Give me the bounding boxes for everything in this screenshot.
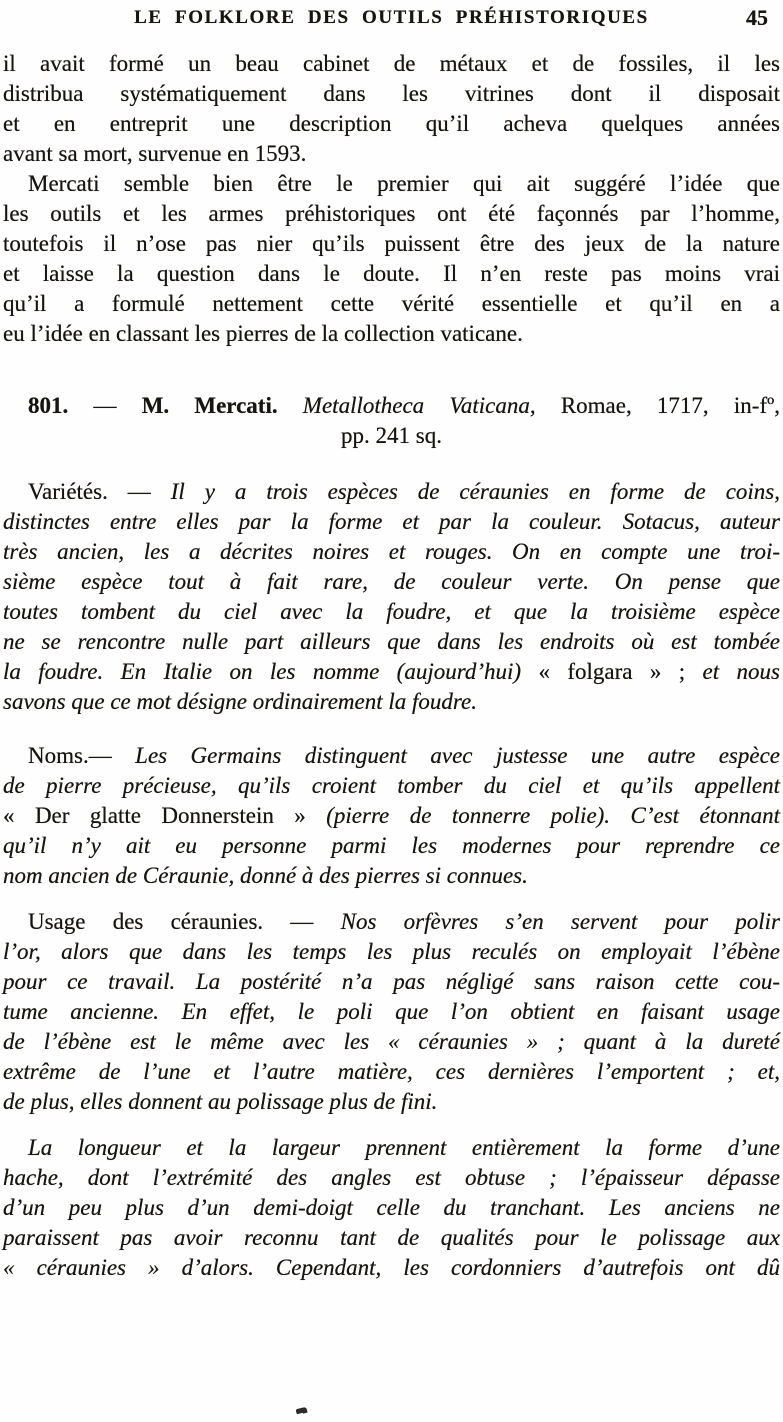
text-segment-italic: ne se rencontre nulle part ailleurs que dans les endroits où est tombée — [3, 629, 780, 654]
text-segment-italic: tume ancienne. En effet, le poli que l’on obtient en faisant usage — [3, 999, 780, 1024]
text-line — [3, 1133, 780, 1163]
text-segment-italic: qu’il n’y ait eu personne parmi les modernes pour reprendre ce — [3, 833, 780, 858]
text-line — [3, 319, 780, 349]
text-segment-roman: pp. 241 sq. — [341, 423, 442, 448]
text-segment-italic: Metallotheca Vaticana, — [277, 393, 536, 418]
text-line — [3, 229, 780, 259]
text-segment-roman: « Der glatte Donnerstein » — [3, 803, 327, 828]
text-line — [3, 49, 780, 79]
text-line — [3, 771, 780, 801]
text-segment-italic: « céraunies » d’alors. Cependant, les cordonniers d’autrefois ont dû — [3, 1255, 780, 1280]
text-segment-roman: Romae, 1717, in-fº, — [535, 393, 780, 418]
text-line — [3, 741, 780, 771]
header-title: LE FOLKLORE DES OUTILS PRÉHISTORIQUES — [134, 7, 649, 28]
scan-artifact-mark — [296, 1407, 308, 1415]
text-segment-italic: toutes tombent du ciel avec la foudre, et que la troisième espèce — [3, 599, 780, 624]
text-segment-italic: savons que ce mot désigne ordinairement la foudre. — [3, 689, 477, 714]
paragraph-noms — [3, 741, 780, 891]
text-segment-roman: et laisse la question dans le doute. Il n’en reste pas moins vrai — [3, 261, 780, 286]
text-segment-roman: Variétés. — — [28, 479, 171, 504]
text-segment-italic: extrême de l’une et l’autre matière, ces dernières l’emportent ; et, — [3, 1059, 780, 1084]
text-line — [3, 259, 780, 289]
text-line — [3, 1193, 780, 1223]
text-segment-italic: très ancien, les a décrites noires et rouges. On en compte une troi- — [3, 539, 780, 564]
text-line — [3, 907, 780, 937]
paragraph-usage — [3, 907, 780, 1117]
text-line — [3, 687, 780, 717]
text-segment-roman: Mercati semble bien être le premier qui ait suggéré l’idée que — [28, 171, 780, 196]
text-line — [3, 507, 780, 537]
text-line — [3, 1057, 780, 1087]
text-line — [3, 657, 780, 687]
text-line — [3, 477, 780, 507]
text-segment-italic: la foudre. En Italie on les nomme (aujourd’hui) — [3, 659, 539, 684]
text-segment-italic: sième espèce tout à fait rare, de couleur verte. On pense que — [3, 569, 780, 594]
text-segment-roman: les outils et les armes préhistoriques ont été façonnés par l’homme, — [3, 201, 780, 226]
text-line — [3, 169, 780, 199]
text-segment-italic: (pierre de tonnerre polie). C’est étonnant — [326, 803, 780, 828]
text-line — [3, 627, 780, 657]
text-segment-roman: eu l’idée en classant les pierres de la collection vaticane. — [3, 321, 523, 346]
text-line — [3, 831, 780, 861]
running-header — [0, 0, 783, 37]
text-segment-roman: qu’il a formulé nettement cette vérité essentielle et qu’il en a — [3, 291, 780, 316]
text-segment-italic: de l’ébène est le même avec les « céraunies » ; quant à la dureté — [3, 1029, 780, 1054]
text-segment-italic: hache, dont l’extrémité des angles est obtuse ; l’épaisseur dépasse — [3, 1165, 780, 1190]
text-line — [3, 1163, 780, 1193]
text-segment-bold: M. Mercati. — [141, 393, 278, 418]
text-segment-italic: de plus, elles donnent au polissage plus de fini. — [3, 1089, 438, 1114]
text-segment-roman: Usage des céraunies. — — [28, 909, 341, 934]
text-line — [3, 597, 780, 627]
text-segment-bold: 801. — [28, 393, 69, 418]
text-segment-roman: avant sa mort, survenue en 1593. — [3, 141, 307, 166]
text-segment-roman: — — [68, 393, 142, 418]
paragraph-longueur — [3, 1133, 780, 1283]
text-line — [3, 1027, 780, 1057]
text-line — [3, 289, 780, 319]
text-line — [3, 139, 780, 169]
text-segment-italic: nom ancien de Céraunie, donné à des pierres si connues. — [3, 863, 528, 888]
text-line — [3, 861, 780, 891]
text-line — [3, 79, 780, 109]
paragraph-mercati — [3, 169, 780, 349]
paragraph-varietes — [3, 477, 780, 717]
text-segment-roman: distribua systématiquement dans les vitrines dont il disposait — [3, 81, 780, 106]
text-segment-italic: Il y a trois espèces de céraunies en forme de coins, — [170, 479, 780, 504]
continuation-paragraph — [3, 49, 780, 169]
text-line — [3, 109, 780, 139]
text-segment-italic: Nos orfèvres s’en servent pour polir — [340, 909, 780, 934]
text-line — [3, 567, 780, 597]
text-blocks — [0, 37, 783, 1283]
text-segment-italic: distinctes entre elles par la forme et par la couleur. Sotacus, auteur — [3, 509, 780, 534]
text-segment-roman: il avait formé un beau cabinet de métaux et de fossiles, il les — [3, 51, 780, 76]
text-segment-roman: Noms.— — [28, 743, 136, 768]
text-line — [3, 997, 780, 1027]
text-line — [3, 421, 780, 451]
text-line — [3, 537, 780, 567]
text-line — [3, 199, 780, 229]
text-segment-italic: l’or, alors que dans les temps les plus reculés on employait l’ébène — [3, 939, 780, 964]
text-line — [3, 1223, 780, 1253]
text-segment-italic: paraissent pas avoir reconnu tant de qualités pour le polissage aux — [3, 1225, 780, 1250]
text-line — [3, 391, 780, 421]
text-line — [3, 801, 780, 831]
text-line — [3, 1253, 780, 1283]
text-line — [3, 967, 780, 997]
text-line — [3, 937, 780, 967]
text-line — [3, 1087, 780, 1117]
text-segment-italic: et nous — [702, 659, 780, 684]
text-segment-roman: toutefois il n’ose pas nier qu’ils puissent être des jeux de la nature — [3, 231, 780, 256]
text-segment-italic: d’un peu plus d’un demi-doigt celle du tranchant. Les anciens ne — [3, 1195, 780, 1220]
text-segment-roman: et en entreprit une description qu’il acheva quelques années — [3, 111, 780, 136]
page-number: 45 — [746, 5, 768, 30]
text-segment-italic: pour ce travail. La postérité n’a pas négligé sans raison cette cou- — [3, 969, 780, 994]
text-segment-italic: Les Germains distinguent avec justesse une autre espèce — [135, 743, 780, 768]
text-segment-roman: « folgara » ; — [538, 659, 703, 684]
reference-entry — [3, 391, 780, 451]
text-segment-italic: de pierre précieuse, qu’ils croient tomber du ciel et qu’ils appellent — [3, 773, 780, 798]
text-segment-italic: La longueur et la largeur prennent entièrement la forme d’une — [28, 1135, 780, 1160]
